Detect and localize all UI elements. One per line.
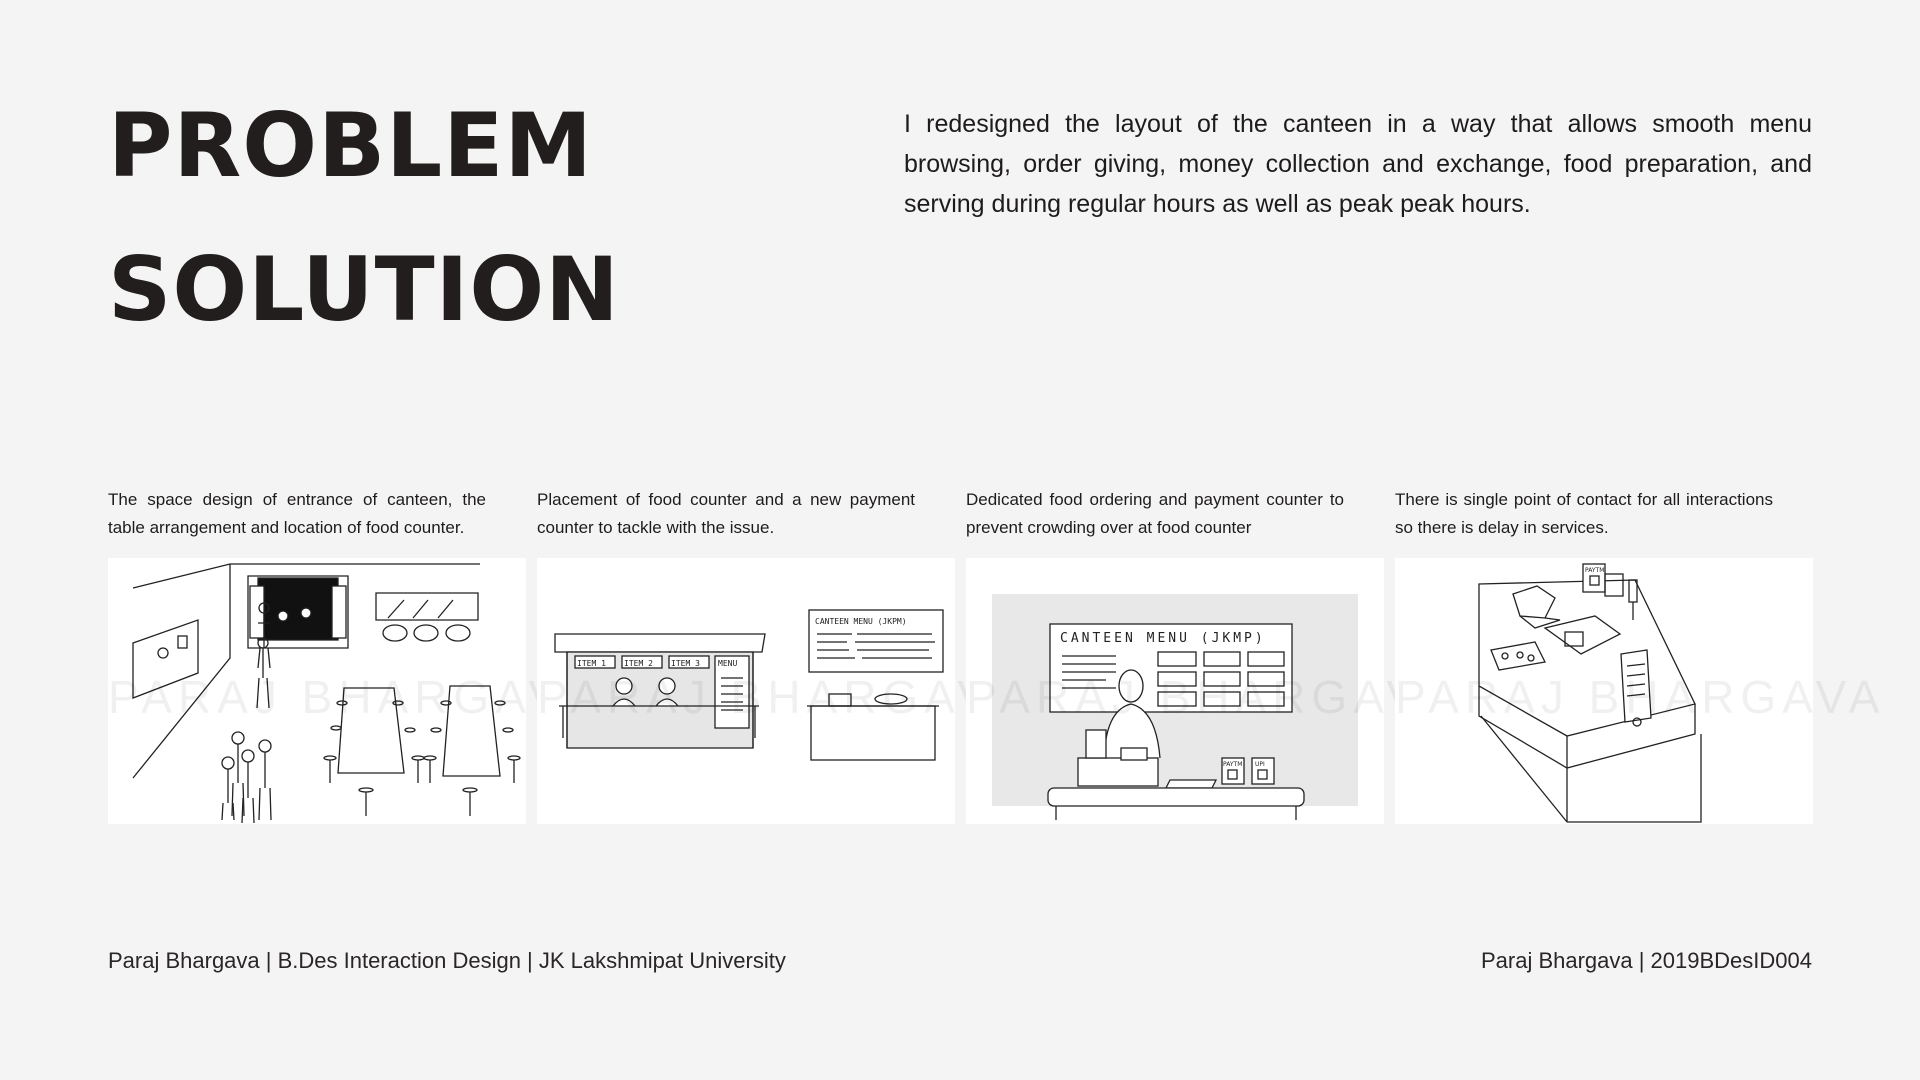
- sketch-label-item1: ITEM 1: [577, 659, 606, 668]
- caption-3: Dedicated food ordering and payment counter to prevent crowding over at food counter: [966, 490, 1344, 537]
- watermark: PARAJ BHARGAVA: [537, 671, 1028, 723]
- sketch-panel-4: [1395, 558, 1886, 824]
- sketch-label-paytm: PAYTM: [1585, 567, 1605, 574]
- watermark: PARAJ BHARGAVA: [1395, 671, 1886, 723]
- sketch-label-board: CANTEEN MENU (JKMP): [1060, 631, 1266, 646]
- sketch-panel-2: [537, 558, 1028, 824]
- caption-4: There is single point of contact for all interactions so there is delay in services.: [1395, 490, 1773, 537]
- ordering-counter-sketch: [966, 558, 1384, 824]
- sketch-label-item2: ITEM 2: [624, 659, 653, 668]
- intro-paragraph: I redesigned the layout of the canteen in a way that allows smooth menu browsing, order giving, money collection and exchange, food preparation, and serving during regular hours as well as peak peak hours.: [904, 110, 1812, 218]
- caption-1: The space design of entrance of canteen, the table arrangement and location of food counter.: [108, 490, 486, 537]
- single-counter-sketch: [1395, 558, 1886, 824]
- footer-author-program: Paraj Bhargava | B.Des Interaction Design | JK Lakshmipat University: [108, 948, 786, 973]
- sketch-label-paytm: PAYTM: [1223, 761, 1243, 768]
- sketch-panel-3: [966, 558, 1384, 824]
- sketch-label-upi: UPI: [1255, 761, 1265, 768]
- heading-solution: SOLUTION: [108, 238, 620, 341]
- heading-problem: PROBLEM: [108, 94, 593, 197]
- food-counter-sketch: [537, 558, 1028, 824]
- sketch-label-item3: ITEM 3: [671, 659, 700, 668]
- sketch-label-menu: MENU: [718, 659, 738, 668]
- watermark: PARAJ BHARGAVA: [108, 671, 599, 723]
- footer-author-id: Paraj Bhargava | 2019BDesID004: [1480, 948, 1812, 973]
- caption-2: Placement of food counter and a new payment counter to tackle with the issue.: [537, 490, 915, 537]
- sketch-label-board: CANTEEN MENU (JKPM): [815, 617, 907, 626]
